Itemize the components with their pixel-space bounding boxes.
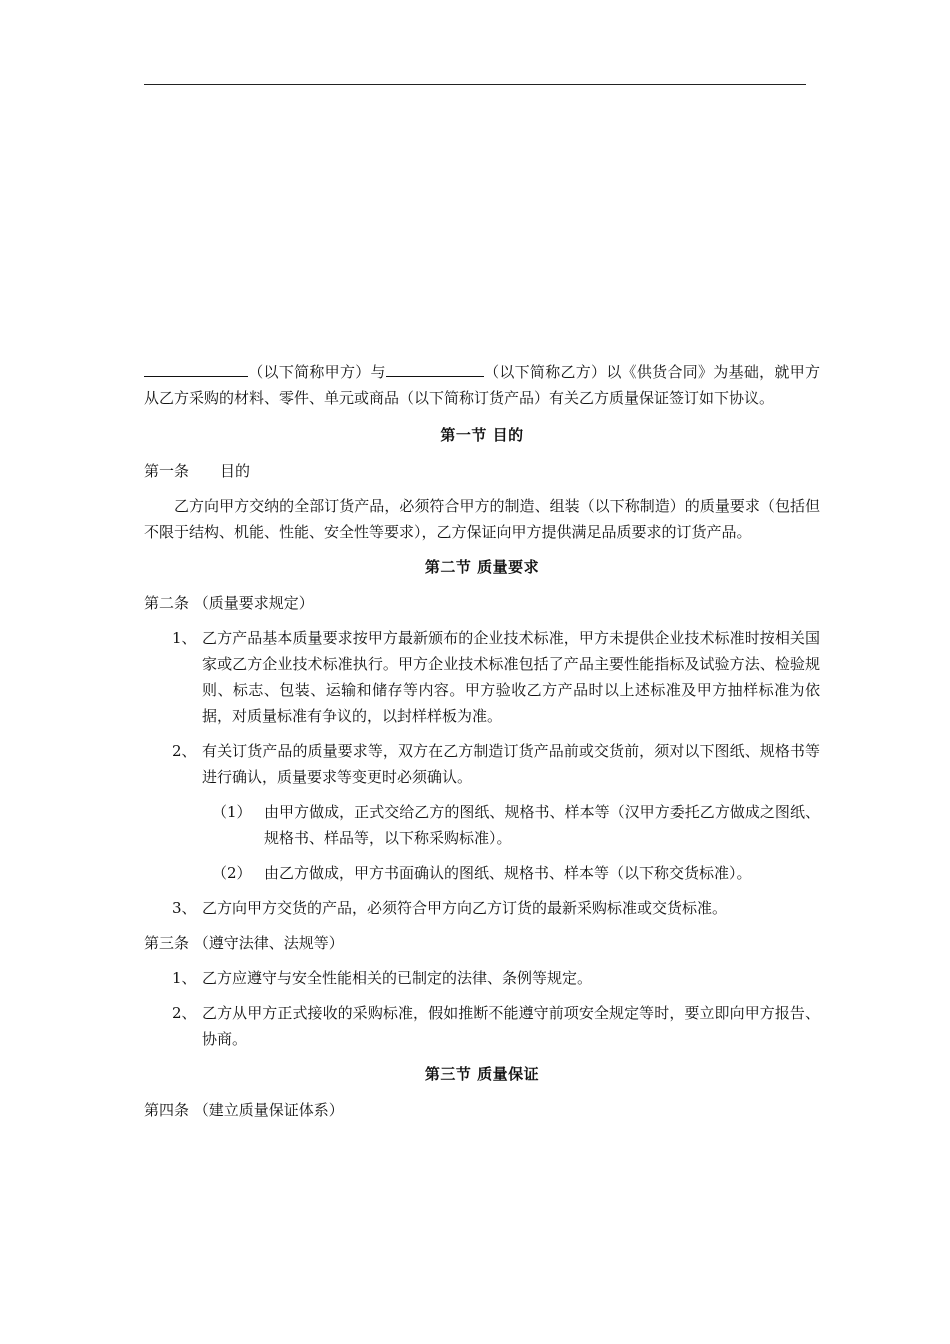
article2-subitem-1 — [144, 799, 820, 851]
item-text: 乙方产品基本质量要求按甲方最新颁布的企业技术标准，甲方未提供企业技术标准时按相关国家或乙方企业技术标准执行。甲方企业技术标准包括了产品主要性能指标及试验方法、检验规则、标志、包装、运输和储存等内容。甲方验收乙方产品时以上述标准及甲方抽样标准为依据，对质量标准有争议的，以封样样板为准。 — [202, 629, 820, 725]
section2-title: 第二节 质量要求 — [424, 558, 540, 576]
article3-item-1 — [144, 965, 820, 991]
article2-item-2 — [144, 738, 820, 790]
article2-item-1 — [144, 625, 820, 729]
subitem-text: 由乙方做成，甲方书面确认的图纸、规格书、样本等（以下称交货标准）。 — [264, 864, 752, 882]
item-text: 乙方向甲方交货的产品，必须符合甲方向乙方订货的最新采购标准或交货标准。 — [202, 899, 728, 917]
subitem-number: （2） — [212, 864, 252, 882]
item-number: 3、 — [172, 899, 197, 917]
item-number: 1、 — [172, 629, 197, 647]
item-text: 乙方从甲方正式接收的采购标准，假如推断不能遵守前项安全规定等时，要立即向甲方报告、协商。 — [202, 1004, 820, 1048]
article3-item-2 — [144, 1000, 820, 1052]
subitem-number: （1） — [212, 803, 252, 821]
article3-header: 第三条 （遵守法律、法规等） — [144, 934, 344, 952]
header-rule — [144, 84, 806, 85]
article2-header: 第二条 （质量要求规定） — [144, 594, 314, 612]
article2-subitem-2 — [144, 860, 820, 886]
section1-title: 第一节 目的 — [440, 426, 524, 444]
intro-text-b: （以下简称乙方）以《供货合同》为基础，就甲方从乙方采购的材料、零件、单元或商品（以下简称订货产品）有关乙方质量保证签订如下协议。 — [144, 363, 820, 407]
article1-header — [144, 458, 820, 484]
section3-title: 第三节 质量保证 — [424, 1065, 540, 1083]
party-a-blank[interactable] — [144, 358, 248, 377]
item-text: 乙方应遵守与安全性能相关的已制定的法律、条例等规定。 — [202, 969, 593, 987]
item-text: 有关订货产品的质量要求等，双方在乙方制造订货产品前或交货前，须对以下图纸、规格书等进行确认，质量要求等变更时必须确认。 — [202, 742, 820, 786]
item-number: 2、 — [172, 1004, 197, 1022]
article2-item-3 — [144, 895, 820, 921]
article4-header: 第四条 （建立质量保证体系） — [144, 1101, 344, 1119]
party-b-blank[interactable] — [386, 358, 484, 377]
subitem-text: 由甲方做成，正式交给乙方的图纸、规格书、样本等（汉甲方委托乙方做成之图纸、规格书、样品等，以下称采购标准）。 — [264, 803, 820, 847]
intro-paragraph — [144, 358, 820, 411]
item-number: 1、 — [172, 969, 197, 987]
article1-body: 乙方向甲方交纳的全部订货产品，必须符合甲方的制造、组装（以下称制造）的质量要求（包括但不限于结构、机能、性能、安全性等要求），乙方保证向甲方提供满足品质要求的订货产品。 — [144, 497, 820, 541]
intro-text-a: （以下简称甲方）与 — [248, 363, 386, 381]
article1-title: 目的 — [220, 462, 251, 480]
item-number: 2、 — [172, 742, 197, 760]
document-body — [144, 358, 820, 1132]
article1-number: 第一条 — [144, 462, 190, 480]
